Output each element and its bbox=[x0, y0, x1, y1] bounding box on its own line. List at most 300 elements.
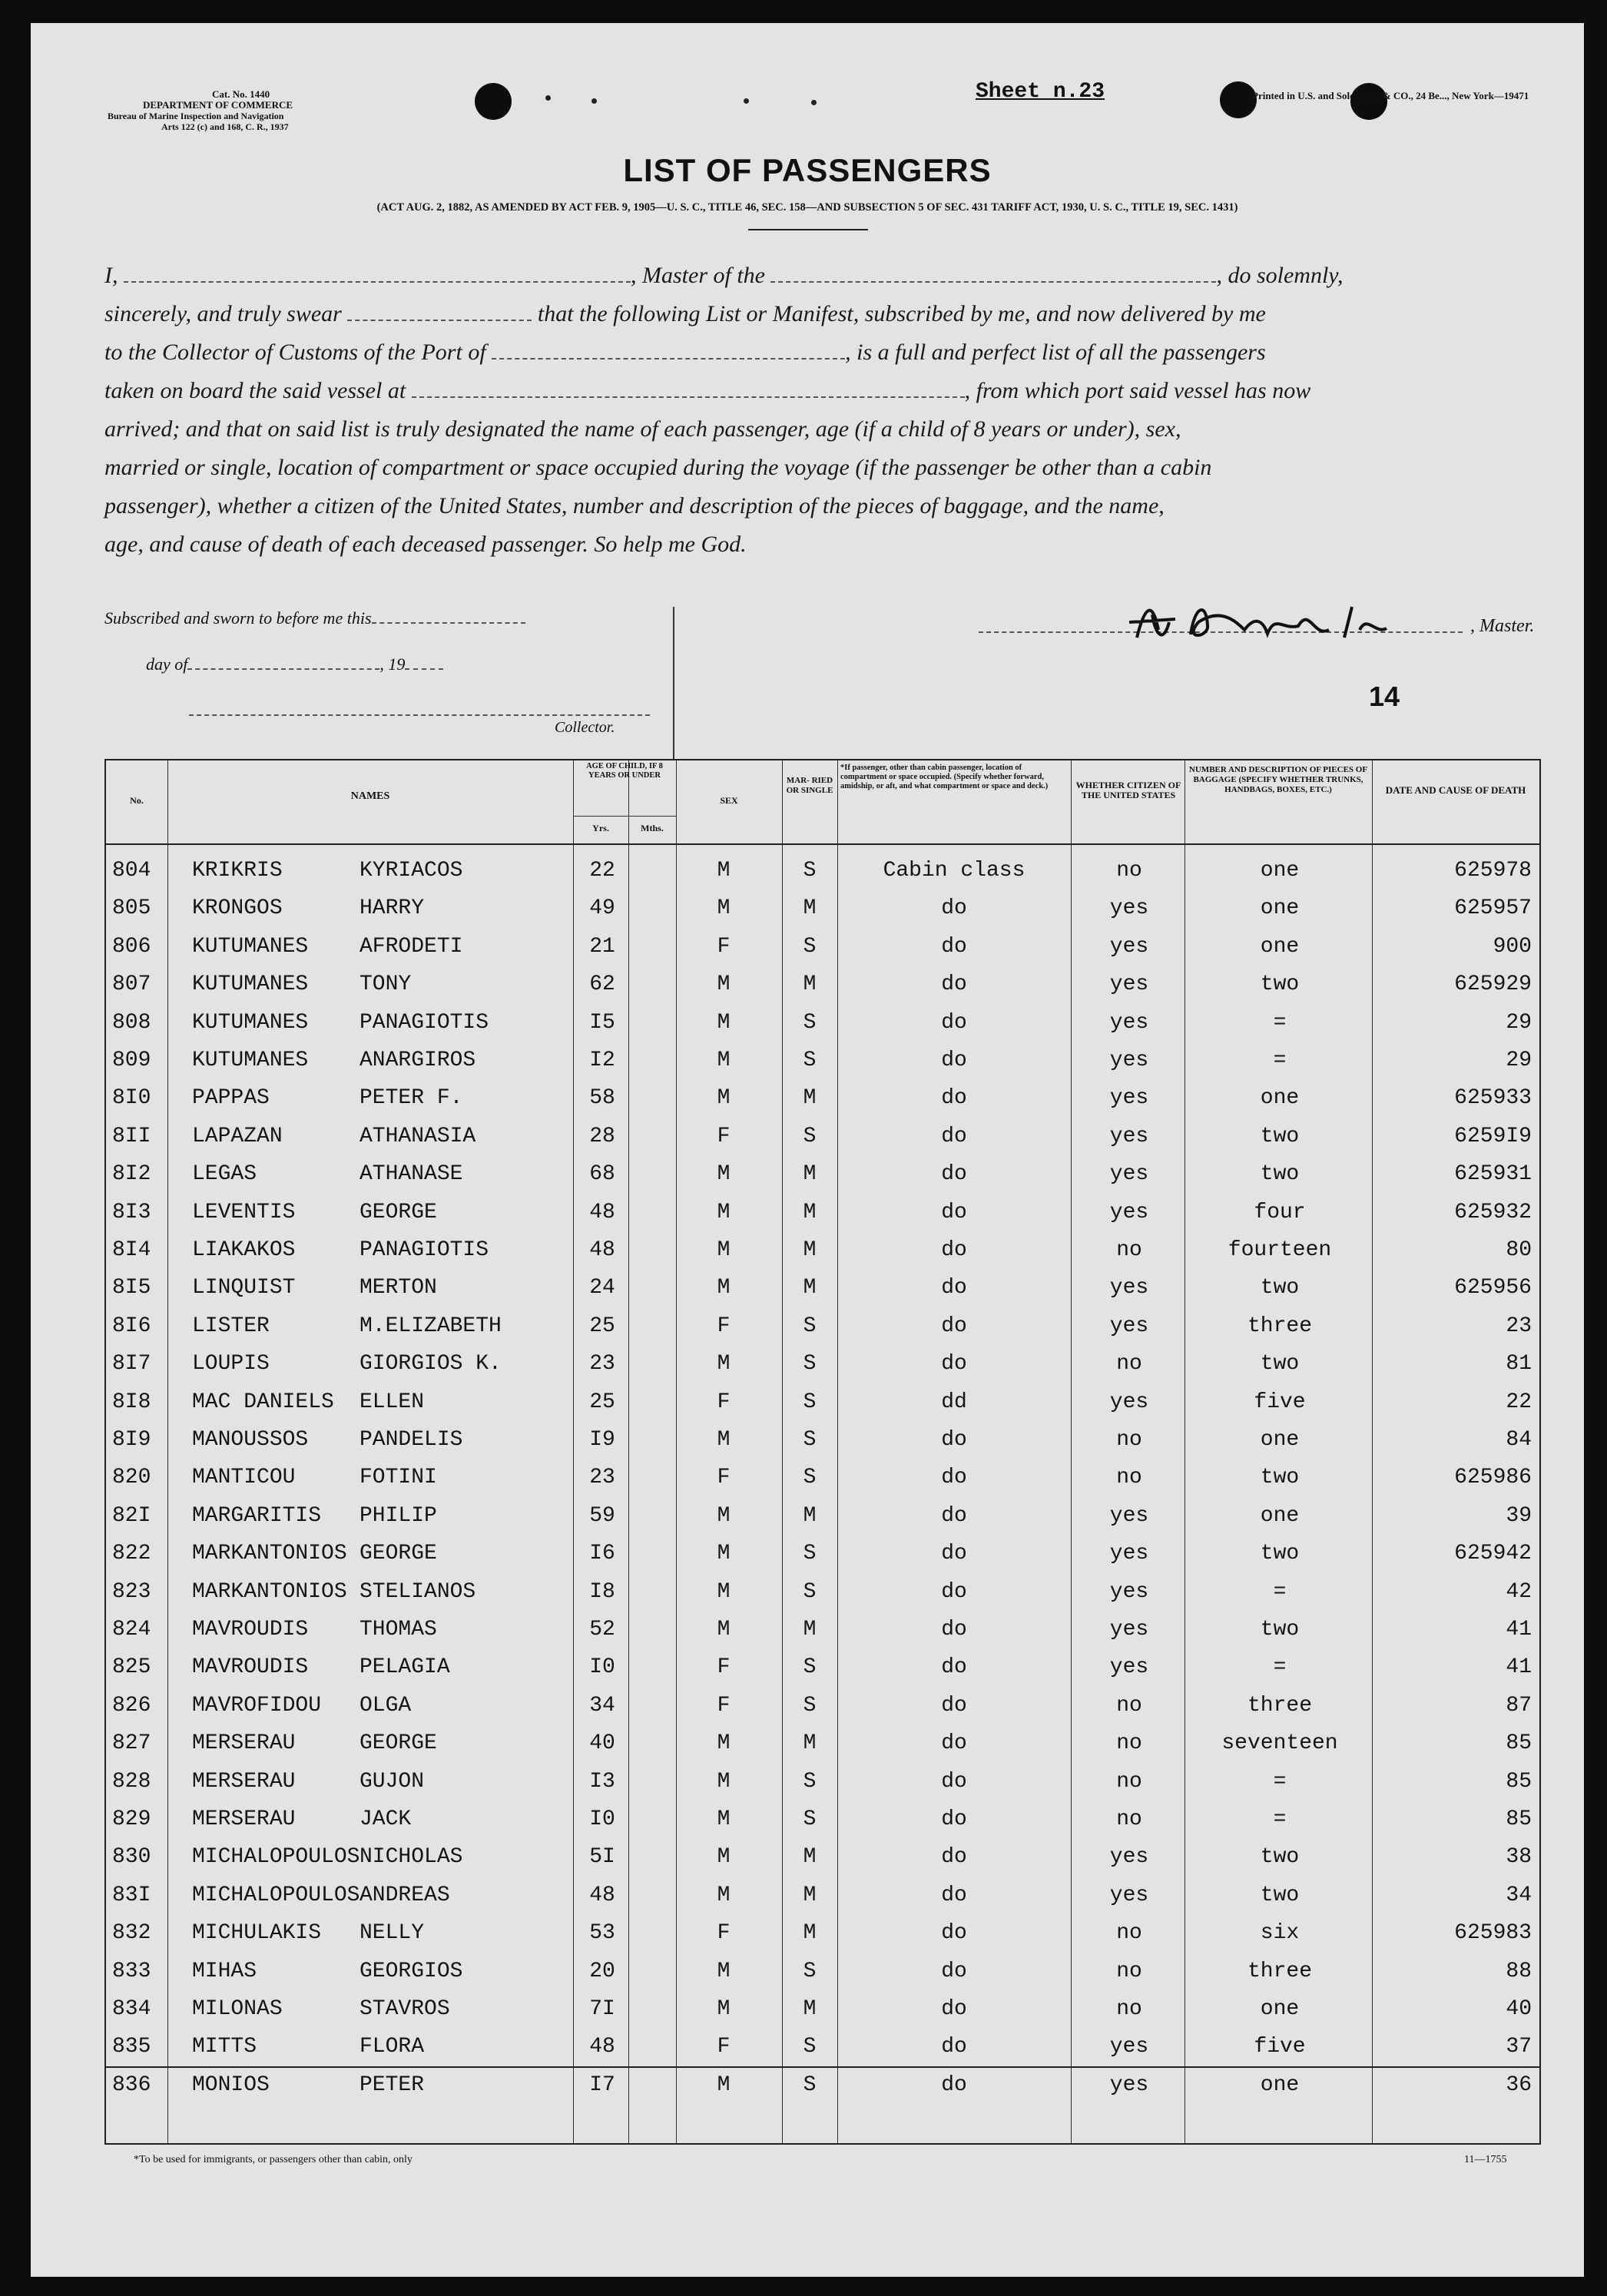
surname: MERSERAU bbox=[192, 1731, 296, 1756]
baggage: two bbox=[1260, 1845, 1300, 1870]
age-years: I5 bbox=[589, 1010, 615, 1035]
citizen: no bbox=[1116, 1238, 1142, 1262]
surname: MARGARITIS bbox=[192, 1503, 322, 1528]
compartment: do bbox=[941, 972, 967, 997]
header-sex: SEX bbox=[720, 795, 738, 806]
citizen: yes bbox=[1109, 1086, 1149, 1111]
table-row bbox=[106, 1307, 1539, 1344]
marital-status: M bbox=[803, 1921, 817, 1946]
compartment: Cabin class bbox=[883, 859, 1025, 883]
table-row bbox=[106, 1078, 1539, 1116]
citizen: no bbox=[1116, 1428, 1142, 1452]
surname: KUTUMANES bbox=[192, 934, 309, 959]
age-years: I2 bbox=[589, 1049, 615, 1072]
given-name: PETER F. bbox=[360, 1086, 463, 1111]
master-signature bbox=[1122, 591, 1444, 653]
age-years: 21 bbox=[589, 934, 615, 959]
passenger-table bbox=[104, 759, 1541, 2145]
surname: MANTICOU bbox=[192, 1466, 296, 1490]
citizen: yes bbox=[1109, 1200, 1149, 1224]
age-years: 40 bbox=[589, 1731, 615, 1756]
row-number: 804 bbox=[112, 859, 151, 883]
citizen: yes bbox=[1109, 1390, 1149, 1414]
row-number: 826 bbox=[112, 1693, 151, 1718]
death-info: 38 bbox=[1506, 1845, 1532, 1870]
header-compartment: *If passenger, other than cabin passenger, location of compartment or space occupied. (Specify whether forward, amidship, or aft, and what compartment or space and deck.) bbox=[840, 764, 1049, 790]
arts-reference: Arts 122 (c) and 168, C. R., 1937 bbox=[161, 121, 289, 132]
citizen: yes bbox=[1109, 1883, 1149, 1907]
marital-status: M bbox=[803, 1731, 817, 1756]
marital-status: S bbox=[803, 859, 817, 883]
baggage: one bbox=[1260, 1086, 1300, 1111]
surname: PAPPAS bbox=[192, 1086, 270, 1111]
age-years: 59 bbox=[589, 1503, 615, 1528]
citizen: yes bbox=[1109, 1503, 1149, 1528]
citizen: no bbox=[1116, 1731, 1142, 1756]
death-info: 42 bbox=[1506, 1579, 1532, 1604]
baggage: three bbox=[1247, 1959, 1312, 1983]
sex: F bbox=[717, 1124, 731, 1148]
marital-status: S bbox=[803, 1542, 817, 1566]
sex: M bbox=[717, 972, 731, 997]
baggage: five bbox=[1254, 1390, 1306, 1414]
surname: KUTUMANES bbox=[192, 972, 309, 997]
death-info: 625983 bbox=[1454, 1921, 1532, 1946]
sex: M bbox=[717, 1618, 731, 1642]
header-no: No. bbox=[130, 795, 144, 806]
citizen: no bbox=[1116, 859, 1142, 883]
compartment: do bbox=[941, 2035, 967, 2059]
registration-dot bbox=[591, 98, 597, 104]
death-info: 625931 bbox=[1454, 1162, 1532, 1187]
death-info: 41 bbox=[1506, 1655, 1532, 1680]
baggage: one bbox=[1260, 1428, 1300, 1452]
given-name: GEORGE bbox=[360, 1200, 437, 1224]
row-number: 835 bbox=[112, 2035, 151, 2059]
row-number: 83I bbox=[112, 1883, 151, 1907]
citizen: no bbox=[1116, 1959, 1142, 1983]
citizen: yes bbox=[1109, 1049, 1149, 1072]
row-number: 824 bbox=[112, 1618, 151, 1642]
oath-line-8: age, and cause of death of each deceased passenger. So help me God. bbox=[104, 532, 747, 557]
compartment: do bbox=[941, 1162, 967, 1187]
age-years: 34 bbox=[589, 1693, 615, 1718]
baggage: two bbox=[1260, 1883, 1300, 1907]
table-row bbox=[106, 1648, 1539, 1685]
collector-label: Collector. bbox=[555, 719, 615, 736]
death-info: 22 bbox=[1506, 1390, 1532, 1414]
punch-hole-far-right bbox=[1350, 83, 1387, 120]
table-row bbox=[106, 1458, 1539, 1496]
baggage: = bbox=[1273, 1049, 1287, 1072]
surname: KRONGOS bbox=[192, 896, 283, 921]
row-number: 825 bbox=[112, 1655, 151, 1680]
surname: LAPAZAN bbox=[192, 1124, 283, 1148]
surname: MITTS bbox=[192, 2035, 257, 2059]
given-name: KYRIACOS bbox=[360, 859, 463, 883]
act-citation: (ACT AUG. 2, 1882, AS AMENDED BY ACT FEB. 9, 1905—U. S. C., TITLE 46, SEC. 158—AND SUBSECTION 5 OF SEC. 431 TARIFF ACT, 1930, U. S. C., TITLE 19, SEC. 1431) bbox=[376, 201, 1238, 214]
sex: M bbox=[717, 1086, 731, 1111]
form-number: 11—1755 bbox=[1464, 2154, 1507, 2165]
marital-status: M bbox=[803, 1883, 817, 1907]
sex: M bbox=[717, 1049, 731, 1072]
bureau: Bureau of Marine Inspection and Navigation bbox=[108, 111, 284, 121]
given-name: PANDELIS bbox=[360, 1428, 463, 1452]
surname: MILONAS bbox=[192, 1997, 283, 2021]
table-row bbox=[106, 1383, 1539, 1420]
sex: F bbox=[717, 1655, 731, 1680]
row-number: 8I5 bbox=[112, 1276, 151, 1300]
compartment: do bbox=[941, 1428, 967, 1452]
table-row bbox=[106, 1610, 1539, 1648]
oath-line-1: I, , Master of the , do solemnly, bbox=[104, 263, 1344, 288]
row-number: 8I2 bbox=[112, 1162, 151, 1187]
compartment: do bbox=[941, 1503, 967, 1528]
death-info: 29 bbox=[1506, 1010, 1532, 1035]
marital-status: S bbox=[803, 1959, 817, 1983]
age-years: 20 bbox=[589, 1959, 615, 1983]
table-row bbox=[106, 1724, 1539, 1761]
compartment: do bbox=[941, 1466, 967, 1490]
sex: M bbox=[717, 1200, 731, 1224]
marital-status: M bbox=[803, 1276, 817, 1300]
compartment: do bbox=[941, 1010, 967, 1035]
row-number: 8I0 bbox=[112, 1086, 151, 1111]
death-info: 81 bbox=[1506, 1352, 1532, 1377]
compartment: do bbox=[941, 896, 967, 921]
table-row bbox=[106, 1686, 1539, 1724]
age-years: 53 bbox=[589, 1921, 615, 1946]
citizen: yes bbox=[1109, 1124, 1149, 1148]
header-married: MAR- RIED OR SINGLE bbox=[786, 776, 833, 795]
baggage: one bbox=[1260, 896, 1300, 921]
sex: F bbox=[717, 1466, 731, 1490]
baggage: six bbox=[1260, 1921, 1300, 1946]
given-name: ELLEN bbox=[360, 1390, 425, 1414]
age-years: I8 bbox=[589, 1579, 615, 1604]
surname: KUTUMANES bbox=[192, 1049, 309, 1072]
sex: M bbox=[717, 1352, 731, 1377]
death-info: 40 bbox=[1506, 1997, 1532, 2021]
table-row bbox=[106, 1003, 1539, 1041]
given-name: FOTINI bbox=[360, 1466, 437, 1490]
given-name: FLORA bbox=[360, 2035, 425, 2059]
given-name: PANAGIOTIS bbox=[360, 1010, 489, 1035]
compartment: do bbox=[941, 1542, 967, 1566]
baggage: one bbox=[1260, 2072, 1300, 2097]
death-info: 85 bbox=[1506, 1769, 1532, 1794]
row-number: 8I9 bbox=[112, 1428, 151, 1452]
surname: LEVENTIS bbox=[192, 1200, 296, 1224]
baggage: two bbox=[1260, 1276, 1300, 1300]
marital-status: S bbox=[803, 1390, 817, 1414]
age-years: I7 bbox=[589, 2072, 615, 2097]
citizen: yes bbox=[1109, 896, 1149, 921]
table-row bbox=[106, 1155, 1539, 1192]
baggage: one bbox=[1260, 1997, 1300, 2021]
citizen: no bbox=[1116, 1997, 1142, 2021]
citizen: yes bbox=[1109, 1845, 1149, 1870]
given-name: HARRY bbox=[360, 896, 425, 921]
given-name: JACK bbox=[360, 1807, 412, 1831]
marital-status: S bbox=[803, 1352, 817, 1377]
row-number: 827 bbox=[112, 1731, 151, 1756]
citizen: no bbox=[1116, 1466, 1142, 1490]
baggage: = bbox=[1273, 1655, 1287, 1680]
table-row bbox=[106, 2027, 1539, 2065]
given-name: OLGA bbox=[360, 1693, 412, 1718]
marital-status: M bbox=[803, 1845, 817, 1870]
table-row bbox=[106, 1496, 1539, 1534]
given-name: STELIANOS bbox=[360, 1579, 476, 1604]
page-number: 14 bbox=[1369, 681, 1400, 712]
given-name: M.ELIZABETH bbox=[360, 1314, 502, 1338]
baggage: three bbox=[1247, 1693, 1312, 1718]
sex: M bbox=[717, 1276, 731, 1300]
surname: LINQUIST bbox=[192, 1276, 296, 1300]
sex: M bbox=[717, 1162, 731, 1187]
age-years: 48 bbox=[589, 1883, 615, 1907]
marital-status: S bbox=[803, 1010, 817, 1035]
citizen: no bbox=[1116, 1921, 1142, 1946]
surname: LEGAS bbox=[192, 1162, 257, 1187]
header-baggage: NUMBER AND DESCRIPTION OF PIECES OF BAGGAGE (SPECIFY WHETHER TRUNKS, HANDBAGS, BOXES, ETC.) bbox=[1188, 765, 1368, 794]
citizen: yes bbox=[1109, 2072, 1149, 2097]
row-number: 806 bbox=[112, 934, 151, 959]
surname: MICHULAKIS bbox=[192, 1921, 322, 1946]
compartment: do bbox=[941, 1352, 967, 1377]
table-row bbox=[106, 1876, 1539, 1913]
marital-status: M bbox=[803, 1503, 817, 1528]
compartment: do bbox=[941, 1618, 967, 1642]
baggage: one bbox=[1260, 934, 1300, 959]
surname: LISTER bbox=[192, 1314, 270, 1338]
compartment: do bbox=[941, 934, 967, 959]
row-number: 820 bbox=[112, 1466, 151, 1490]
marital-status: S bbox=[803, 1049, 817, 1072]
table-row bbox=[106, 1990, 1539, 2027]
surname: MAVROUDIS bbox=[192, 1655, 309, 1680]
table-row bbox=[106, 1800, 1539, 1837]
compartment: do bbox=[941, 1200, 967, 1224]
row-number: 830 bbox=[112, 1845, 151, 1870]
death-info: 88 bbox=[1506, 1959, 1532, 1983]
table-row bbox=[106, 1952, 1539, 1990]
baggage: four bbox=[1254, 1200, 1306, 1224]
surname: MERSERAU bbox=[192, 1807, 296, 1831]
given-name: NELLY bbox=[360, 1921, 425, 1946]
row-number: 809 bbox=[112, 1049, 151, 1072]
baggage: one bbox=[1260, 859, 1300, 883]
registration-dot bbox=[744, 98, 749, 104]
row-number: 8II bbox=[112, 1124, 151, 1148]
surname: MIHAS bbox=[192, 1959, 257, 1983]
age-years: 24 bbox=[589, 1276, 615, 1300]
subscribed-label: Subscribed and sworn to before me this bbox=[104, 608, 525, 628]
citizen: yes bbox=[1109, 2035, 1149, 2059]
given-name: GIORGIOS K. bbox=[360, 1352, 502, 1377]
printer-info: Printed in U.S. and Sold by .Z & CO., 24 Be..., New York—19471 bbox=[1252, 90, 1529, 101]
compartment: do bbox=[941, 1276, 967, 1300]
given-name: GEORGIOS bbox=[360, 1959, 463, 1983]
age-years: 52 bbox=[589, 1618, 615, 1642]
compartment: do bbox=[941, 1883, 967, 1907]
sheet-number: Sheet n.23 bbox=[976, 80, 1105, 104]
given-name: MERTON bbox=[360, 1276, 437, 1300]
registration-dot bbox=[811, 100, 817, 105]
baggage: five bbox=[1254, 2035, 1306, 2059]
row-number: 829 bbox=[112, 1807, 151, 1831]
compartment: do bbox=[941, 1693, 967, 1718]
citizen: no bbox=[1116, 1352, 1142, 1377]
table-row bbox=[106, 1117, 1539, 1155]
oath-line-6: married or single, location of compartment or space occupied during the voyage (if the passenger be other than a cabin bbox=[104, 455, 1212, 480]
sex: F bbox=[717, 934, 731, 959]
sex: M bbox=[717, 1731, 731, 1756]
given-name: ANARGIROS bbox=[360, 1049, 476, 1072]
surname: MAVROFIDOU bbox=[192, 1693, 322, 1718]
age-years: 5I bbox=[589, 1845, 615, 1870]
marital-status: S bbox=[803, 1314, 817, 1338]
marital-status: S bbox=[803, 1579, 817, 1604]
header-names: NAMES bbox=[350, 790, 390, 802]
row-number: 82I bbox=[112, 1503, 151, 1528]
given-name: PETER bbox=[360, 2072, 425, 2097]
sex: M bbox=[717, 1010, 731, 1035]
table-row bbox=[106, 1534, 1539, 1572]
compartment: do bbox=[941, 2072, 967, 2097]
baggage: two bbox=[1260, 1466, 1300, 1490]
surname: MONIOS bbox=[192, 2072, 270, 2097]
marital-status: S bbox=[803, 1655, 817, 1680]
given-name: ANDREAS bbox=[360, 1883, 450, 1907]
age-years: I0 bbox=[589, 1655, 615, 1680]
compartment: do bbox=[941, 1769, 967, 1794]
row-number: 807 bbox=[112, 972, 151, 997]
sex: F bbox=[717, 1314, 731, 1338]
age-years: 23 bbox=[589, 1352, 615, 1377]
given-name: AFRODETI bbox=[360, 934, 463, 959]
row-number: 8I3 bbox=[112, 1200, 151, 1224]
sex: M bbox=[717, 2072, 731, 2097]
department: DEPARTMENT OF COMMERCE bbox=[143, 100, 293, 111]
age-years: 25 bbox=[589, 1314, 615, 1338]
sex: M bbox=[717, 1428, 731, 1452]
header-death: DATE AND CAUSE OF DEATH bbox=[1385, 784, 1526, 796]
baggage: two bbox=[1260, 1352, 1300, 1377]
baggage: = bbox=[1273, 1807, 1287, 1831]
marital-status: S bbox=[803, 934, 817, 959]
given-name: STAVROS bbox=[360, 1997, 450, 2021]
surname: MAC DANIELS bbox=[192, 1390, 334, 1414]
table-row bbox=[106, 1420, 1539, 1458]
age-years: I6 bbox=[589, 1542, 615, 1566]
surname: MICHALOPOULOS bbox=[192, 1845, 360, 1870]
compartment: do bbox=[941, 1314, 967, 1338]
oath-line-2: sincerely, and truly swear that the following List or Manifest, subscribed by me, and now delivered by me bbox=[104, 301, 1266, 326]
age-years: I3 bbox=[589, 1769, 615, 1794]
table-row bbox=[106, 1913, 1539, 1951]
table-row bbox=[106, 965, 1539, 1002]
surname: KUTUMANES bbox=[192, 1010, 309, 1035]
marital-status: M bbox=[803, 1238, 817, 1262]
compartment: do bbox=[941, 1959, 967, 1983]
death-info: 84 bbox=[1506, 1428, 1532, 1452]
compartment: do bbox=[941, 1845, 967, 1870]
baggage: = bbox=[1273, 1769, 1287, 1794]
baggage: one bbox=[1260, 1503, 1300, 1528]
given-name: GEORGE bbox=[360, 1731, 437, 1756]
row-number: 834 bbox=[112, 1997, 151, 2021]
given-name: ATHANASIA bbox=[360, 1124, 476, 1148]
death-info: 87 bbox=[1506, 1693, 1532, 1718]
age-years: 49 bbox=[589, 896, 615, 921]
row-number: 808 bbox=[112, 1010, 151, 1035]
death-info: 625978 bbox=[1454, 859, 1532, 883]
death-info: 625929 bbox=[1454, 972, 1532, 997]
row-number: 828 bbox=[112, 1769, 151, 1794]
sex: M bbox=[717, 1542, 731, 1566]
cat-number: Cat. No. 1440 bbox=[212, 88, 270, 100]
marital-status: S bbox=[803, 1807, 817, 1831]
marital-status: M bbox=[803, 1997, 817, 2021]
oath-line-5: arrived; and that on said list is truly designated the name of each passenger, age (if a child of 8 years or under), sex, bbox=[104, 416, 1181, 442]
table-row bbox=[106, 927, 1539, 965]
marital-status: S bbox=[803, 2072, 817, 2097]
death-info: 625933 bbox=[1454, 1086, 1532, 1111]
table-row bbox=[106, 851, 1539, 889]
baggage: seventeen bbox=[1221, 1731, 1338, 1756]
surname: LIAKAKOS bbox=[192, 1238, 296, 1262]
header-yrs: Yrs. bbox=[592, 823, 609, 833]
page-title: LIST OF PASSENGERS bbox=[623, 152, 992, 188]
table-row bbox=[106, 1268, 1539, 1306]
citizen: yes bbox=[1109, 1618, 1149, 1642]
surname: MARKANTONIOS bbox=[192, 1542, 347, 1566]
age-years: I9 bbox=[589, 1428, 615, 1452]
compartment: do bbox=[941, 1655, 967, 1680]
marital-status: M bbox=[803, 1618, 817, 1642]
given-name: ATHANASE bbox=[360, 1162, 463, 1187]
master-label: , Master. bbox=[1470, 616, 1535, 636]
sex: M bbox=[717, 1997, 731, 2021]
sex: M bbox=[717, 1883, 731, 1907]
marital-status: M bbox=[803, 896, 817, 921]
death-info: 36 bbox=[1506, 2072, 1532, 2097]
sex: M bbox=[717, 1238, 731, 1262]
sex: M bbox=[717, 1769, 731, 1794]
given-name: GEORGE bbox=[360, 1542, 437, 1566]
surname: LOUPIS bbox=[192, 1352, 270, 1377]
baggage: two bbox=[1260, 1124, 1300, 1148]
sex: M bbox=[717, 1579, 731, 1604]
surname: MERSERAU bbox=[192, 1769, 296, 1794]
citizen: yes bbox=[1109, 1276, 1149, 1300]
death-info: 625956 bbox=[1454, 1276, 1532, 1300]
citizen: yes bbox=[1109, 1314, 1149, 1338]
surname: MANOUSSOS bbox=[192, 1428, 309, 1452]
header-age: AGE OF CHILD, IF 8 YEARS OR UNDER bbox=[586, 762, 663, 780]
baggage: three bbox=[1247, 1314, 1312, 1338]
table-row bbox=[106, 1193, 1539, 1231]
death-info: 34 bbox=[1506, 1883, 1532, 1907]
baggage: two bbox=[1260, 1542, 1300, 1566]
death-info: 900 bbox=[1493, 934, 1532, 959]
baggage: two bbox=[1260, 1618, 1300, 1642]
surname: MARKANTONIOS bbox=[192, 1579, 347, 1604]
marital-status: S bbox=[803, 1769, 817, 1794]
sex: M bbox=[717, 896, 731, 921]
